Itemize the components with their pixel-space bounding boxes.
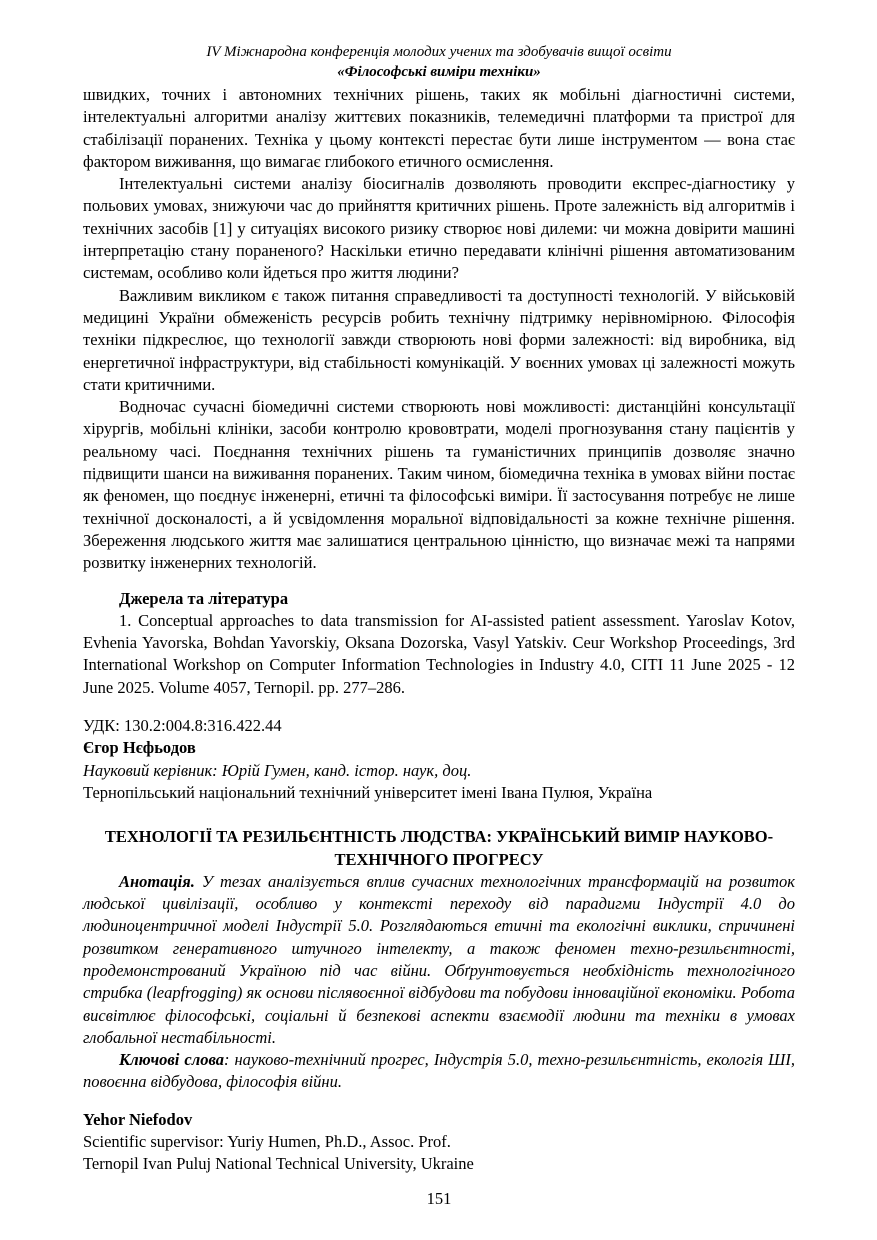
university-en: Ternopil Ivan Puluj National Technical University, Ukraine (83, 1154, 474, 1174)
main-text (83, 84, 795, 1210)
keywords-paragraph (83, 1049, 795, 1094)
body-paragraph: Водночас сучасні біомедичні системи створюють нові можливості: дистанційні консультації хірургів, мобільні клініки, засоби контролю крововтрати, моделі прогнозування стану пацієнтів у реальному часі. Поєднання технічних рішень та гуманістичних принципів дозволяє значно підвищити шанси на виживання поранених. Таким чином, біомедична техніка в умовах війни постає як феномен, що поєднує інженерні, етичні та філософські виміри. Її застосування потребує не лише технічної досконалості, а й усвідомлення моральної відповідальності за кожне технічне рішення. Збереження людського життя має залишатися центральною цінністю, що визначає межі та напрями розвитку інженерних технологій. (83, 397, 795, 573)
author-name-en: Yehor Niefodov (83, 1109, 193, 1129)
keywords-label: Ключові слова (119, 1050, 224, 1070)
udk-author-block (83, 715, 795, 804)
supervisor-en: Scientific supervisor: Yuriy Humen, Ph.D., Assoc. Prof. (83, 1132, 451, 1152)
conference-name: IV Міжнародна конференція молодих учених та здобувачів вищої освіти (206, 44, 672, 60)
abstract-text: У тезах аналізується вплив сучасних технологічних трансформацій на розвиток людської цивілізації, особливо у контексті переходу від парадигми Індустрії 4.0 до людиноцентричної моделі Індустрії 5.0. Розглядаються етичні та екологічні виклики, спричинені розвитком генеративного штучного інтелекту, а також феномен техно-резильєнтності, продемонстрований Україною під час війни. Обґрунтовується необхідність технологічного стрибка (leapfrogging) як основи післявоєнної відбудови та побудови інноваційної економіки. Робота висвітлює філософські, соціальні й безпекові аспекти взаємодії людини та техніки в умовах глобальної нестабільності. (83, 871, 795, 1047)
udk-code: УДК: 130.2:004.8:316.422.44 (83, 716, 282, 736)
paper-title: ТЕХНОЛОГІЇ ТА РЕЗИЛЬЄНТНІСТЬ ЛЮДСТВА: УКРАЇНСЬКИЙ ВИМІР НАУКОВО-ТЕХНІЧНОГО ПРОГРЕСУ (104, 827, 774, 869)
body-paragraph: швидких, точних і автономних технічних рішень, таких як мобільні діагностичні системи, інтелектуальні алгоритми аналізу життєвих показників, телемедичні платформи та пристрої для стабілізації поранених. Техніка у цьому контексті перестає бути лише інструментом — вона стає фактором виживання, що вимагає глибокого етичного осмислення. (83, 85, 795, 171)
supervisor-ua: Науковий керівник: Юрій Гумен, канд. істор. наук, доц. (83, 760, 472, 780)
keywords-text: : науково-технічний прогрес, Індустрія 5.0, техно-резильєнтність, екологія ШІ, повоєнна відбудова, філософія війни. (83, 1050, 796, 1092)
conference-subtitle: «Філософські виміри техніки» (337, 64, 541, 80)
sources-heading: Джерела та література (119, 588, 289, 608)
page-number: 151 (426, 1188, 452, 1208)
abstract-paragraph (83, 871, 795, 1049)
abstract-label: Анотація. (119, 871, 195, 891)
reference-item: 1. Conceptual approaches to data transmission for AI-assisted patient assessment. Yaroslav Kotov, Evhenia Yavorska, Bohdan Yavorskiy, Oksana Dozorska, Vasyl Yatskiv. Ceur Workshop Proceedings, 3rd International Workshop on Computer Information Technologies in Industry 4.0, CITI 11 June 2025 - 12 June 2025. Volume 4057, Ternopil. pp. 277–286. (83, 610, 795, 697)
university-ua: Тернопільський національний технічний університет імені Івана Пулюя, Україна (83, 782, 653, 802)
body-paragraph: Інтелектуальні системи аналізу біосигналів дозволяють проводити експрес-діагностику у польових умовах, знижуючи час до прийняття критичних рішень. Проте залежність від алгоритмів і технічних засобів [1] у ситуаціях високого ризику створює нові дилеми: чи можна довірити машині інтерпретацію стану пораненого? Наскільки етично передавати клінічні рішення автоматизованим системам, особливо коли йдеться про життя людини? (83, 174, 795, 283)
author-block-en (83, 1109, 795, 1176)
body-paragraph: Важливим викликом є також питання справедливості та доступності технологій. У військовій медицині України обмеженість ресурсів робить технічну підтримку нерівномірною. Філософія техніки підкреслює, що технології завжди створюють нові форми залежності: від виробника, від енергетичної інфраструктури, від стабільності комунікацій. У воєнних умовах ці залежності можуть стати критичними. (83, 285, 795, 394)
running-head (83, 42, 795, 82)
author-name-ua: Єгор Нєфьодов (83, 738, 196, 758)
